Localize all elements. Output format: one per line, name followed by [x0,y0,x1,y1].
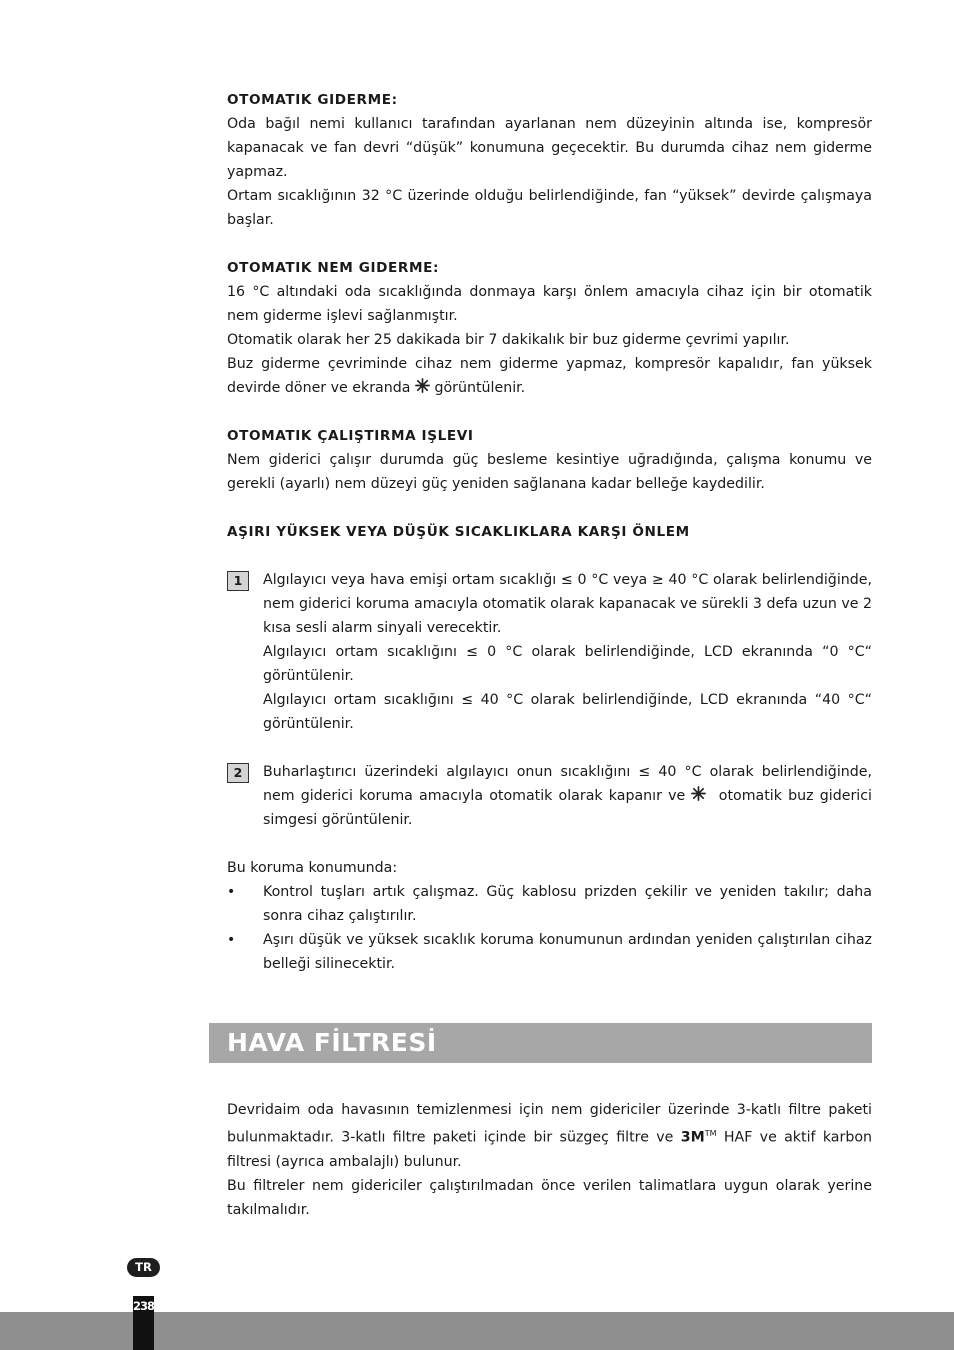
snowflake-icon [415,378,430,393]
heading-asiri-sicaklik: AŞIRI YÜKSEK VEYA DÜŞÜK SICAKLIKLARA KARŞI ÖNLEM [227,524,690,540]
paragraph: Ortam sıcaklığının 32 °C üzerinde olduğu belirlendiğinde, fan “yüksek” devirde çalışmaya başlar. [227,188,872,228]
paragraph: Nem giderici çalışır durumda güç besleme kesintiye uğradığında, çalışma konumu ve gerekli (ayarlı) nem düzeyi güç yeniden sağlanana kadar belleğe kaydedilir. [227,452,872,492]
language-badge: TR [127,1258,160,1277]
section-title: HAVA FİLTRESİ [227,1028,437,1057]
main-content [227,88,872,976]
text: Buharlaştırıcı üzerindeki algılayıcı onun sıcaklığını ≤ 40 °C olarak belirlendiğinde, nem giderici koruma amacıyla otomatik olarak kapanır ve [263,764,872,804]
paragraph: Bu filtreler nem gidericiler çalıştırılmadan önce verilen talimatlara uygun olarak yerine takılmalıdır. [227,1177,872,1218]
paragraph: 16 °C altındaki oda sıcaklığında donmaya karşı önlem amacıyla cihaz için bir otomatik nem giderme işlevi sağlanmıştır. [227,284,872,324]
paragraph [263,760,872,832]
numbered-item-2 [227,760,872,832]
paragraph: Oda bağıl nemi kullanıcı tarafından ayarlanan nem düzeyinin altında ise, kompresör kapanacak ve fan devri “düşük” konumuna geçecektir. Bu durumda cihaz nem giderme yapmaz. [227,116,872,180]
section-content [227,1098,872,1222]
paragraph: Kontrol tuşları artık çalışmaz. Güç kablosu prizden çekilir ve yeniden takılır; daha sonra cihaz çalıştırılır. [263,884,872,924]
bullet: • [227,884,236,900]
bullet-item [227,880,872,928]
paragraph: Otomatik olarak her 25 dakikada bir 7 dakikalık bir buz giderme çevrimi yapılır. [227,332,790,348]
text: Devridaim oda havasının temizlenmesi için nem gidericiler üzerinde 3-katlı filtre paketi bulunmaktadır. 3-katlı filtre paketi içinde bir süzgeç filtre ve [227,1102,872,1146]
heading-otomatik-giderme: OTOMATIK GIDERME: [227,92,398,108]
paragraph [227,1098,872,1174]
text: HAF ve aktif karbon filtresi (ayrıca ambalajlı) bulunur. [227,1129,873,1170]
text: otomatik buz giderici simgesi görüntülenir. [263,788,872,828]
paragraph [227,352,872,400]
text: Buz giderme çevriminde cihaz nem giderme yapmaz, kompresör kapalıdır, fan yüksek devirde döner ve ekranda [227,356,872,396]
section-header-bar [209,1023,872,1063]
trademark: TM [704,1129,717,1138]
number-box: 2 [227,763,249,783]
heading-otomatik-calistirma: OTOMATIK ÇALIŞTIRMA IŞLEVI [227,428,474,444]
bullet-item [227,928,872,976]
numbered-item-1 [227,568,872,736]
paragraph: Algılayıcı veya hava emişi ortam sıcaklığı ≤ 0 °C veya ≥ 40 °C olarak belirlendiğinde, nem giderici koruma amacıyla otomatik olarak kapanacak ve sürekli 3 defa uzun ve 2 kısa sesli alarm sinyali verecektir. [263,572,872,636]
brand-name: 3M [680,1129,705,1146]
text: görüntülenir. [434,380,526,396]
paragraph: Bu koruma konumunda: [227,860,398,876]
heading-otomatik-nem-giderme: OTOMATIK NEM GIDERME: [227,260,439,276]
page-number: 238 [133,1299,155,1313]
number-box: 1 [227,571,249,591]
bullet: • [227,932,236,948]
snowflake-icon [691,786,706,801]
paragraph: Algılayıcı ortam sıcaklığını ≤ 0 °C olarak belirlendiğinde, LCD ekranında “0 °C“ görüntülenir. [263,644,872,684]
paragraph: Algılayıcı ortam sıcaklığını ≤ 40 °C olarak belirlendiğinde, LCD ekranında “40 °C“ görüntülenir. [263,692,872,732]
paragraph: Aşırı düşük ve yüksek sıcaklık koruma konumunun ardından yeniden çalıştırılan cihaz belleği silinecektir. [263,932,872,972]
